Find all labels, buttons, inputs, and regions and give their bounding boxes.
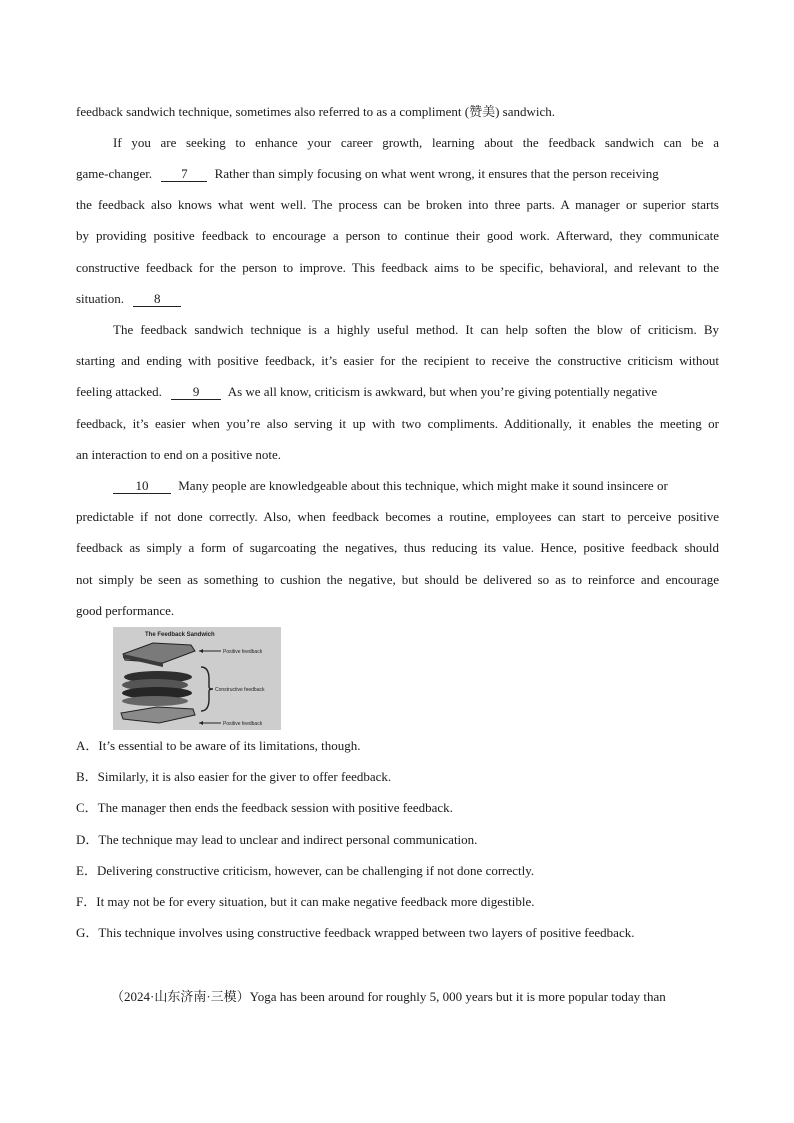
- option-d[interactable]: [76, 832, 477, 848]
- passage-text: feeling attacked.: [76, 384, 162, 399]
- answer-blank-8[interactable]: 8: [133, 292, 181, 307]
- passage-line: The feedback sandwich technique is a highly useful method. It can help soften the blow of criticism. By: [113, 322, 719, 337]
- option-letter: B．: [76, 769, 98, 784]
- passage-line: [76, 291, 719, 307]
- option-letter: G．: [76, 925, 99, 940]
- option-g[interactable]: [76, 925, 634, 941]
- option-c[interactable]: [76, 800, 453, 816]
- passage-line: good performance.: [76, 603, 175, 618]
- question-source: （2024·山东济南·三模）: [111, 989, 250, 1004]
- option-letter: E．: [76, 863, 97, 878]
- option-text: Delivering constructive criticism, however, can be challenging if not done correctly.: [96, 863, 535, 878]
- passage-text: game-changer.: [76, 166, 153, 181]
- option-text: It may not be for every situation, but it can make negative feedback more digestible.: [96, 894, 535, 909]
- feedback-sandwich-figure: [113, 627, 281, 730]
- option-f[interactable]: [76, 894, 534, 910]
- next-passage-line: [111, 989, 719, 1005]
- passage-text: Yoga has been around for roughly 5, 000 years but it is more popular today than: [249, 989, 666, 1004]
- option-letter: C．: [76, 800, 98, 815]
- figure-label-top: Positive feedback: [223, 649, 263, 655]
- figure-title: The Feedback Sandwich: [145, 632, 215, 638]
- answer-blank-9[interactable]: 9: [171, 385, 221, 400]
- passage-line: constructive feedback for the person to improve. This feedback aims to be specific, behavioral, and relevant to the: [76, 260, 719, 275]
- option-letter: F．: [76, 894, 97, 909]
- answer-blank-7[interactable]: 7: [161, 167, 207, 182]
- passage-line: starting and ending with positive feedback, it’s easier for the recipient to receive the constructive criticism without: [76, 353, 719, 368]
- option-text: This technique involves using constructive feedback wrapped between two layers of positive feedback.: [98, 925, 635, 940]
- option-text: It’s essential to be aware of its limitations, though.: [98, 738, 361, 753]
- passage-line: not simply be seen as something to cushion the negative, but should be delivered so as to reinforce and encourage: [76, 572, 719, 587]
- figure-label-bottom: Positive feedback: [223, 721, 263, 727]
- option-letter: A．: [76, 738, 99, 753]
- passage-line: feedback, it’s easier when you’re also serving it up with two compliments. Additionally, it enables the meeting or: [76, 416, 719, 431]
- figure-label-middle: Constructive feedback: [215, 687, 265, 693]
- passage-line: feedback as simply a form of sugarcoating the negatives, thus reducing its value. Hence, positive feedback should: [76, 540, 719, 555]
- passage-line: [113, 478, 719, 494]
- passage-line: [76, 384, 719, 400]
- sandwich-illustration: [113, 627, 281, 730]
- passage-text: As we all know, criticism is awkward, but when you’re giving potentially negative: [227, 384, 658, 399]
- passage-line: feedback sandwich technique, sometimes also referred to as a compliment (赞美) sandwich.: [76, 104, 556, 119]
- passage-line: predictable if not done correctly. Also, when feedback becomes a routine, employees can start to perceive positive: [76, 509, 719, 524]
- option-text: Similarly, it is also easier for the giver to offer feedback.: [97, 769, 392, 784]
- answer-blank-10[interactable]: 10: [113, 479, 171, 494]
- passage-line: an interaction to end on a positive note.: [76, 447, 282, 462]
- option-letter: D．: [76, 832, 99, 847]
- passage-line: [76, 166, 719, 182]
- passage-text: Many people are knowledgeable about this technique, which might make it sound insincere or: [178, 478, 668, 493]
- option-e[interactable]: [76, 863, 534, 879]
- passage-text: Rather than simply focusing on what went wrong, it ensures that the person receiving: [214, 166, 659, 181]
- option-text: The manager then ends the feedback session with positive feedback.: [97, 800, 453, 815]
- passage-line: If you are seeking to enhance your career growth, learning about the feedback sandwich can be a: [113, 135, 719, 150]
- option-text: The technique may lead to unclear and indirect personal communication.: [98, 832, 478, 847]
- passage-text: situation.: [76, 291, 125, 306]
- passage-line: by providing positive feedback to encourage a person to continue their good work. Afterward, they communicate: [76, 228, 719, 243]
- option-a[interactable]: [76, 738, 361, 754]
- passage-line: the feedback also knows what went well. The process can be broken into three parts. A manager or superior starts: [76, 197, 719, 212]
- option-b[interactable]: [76, 769, 391, 785]
